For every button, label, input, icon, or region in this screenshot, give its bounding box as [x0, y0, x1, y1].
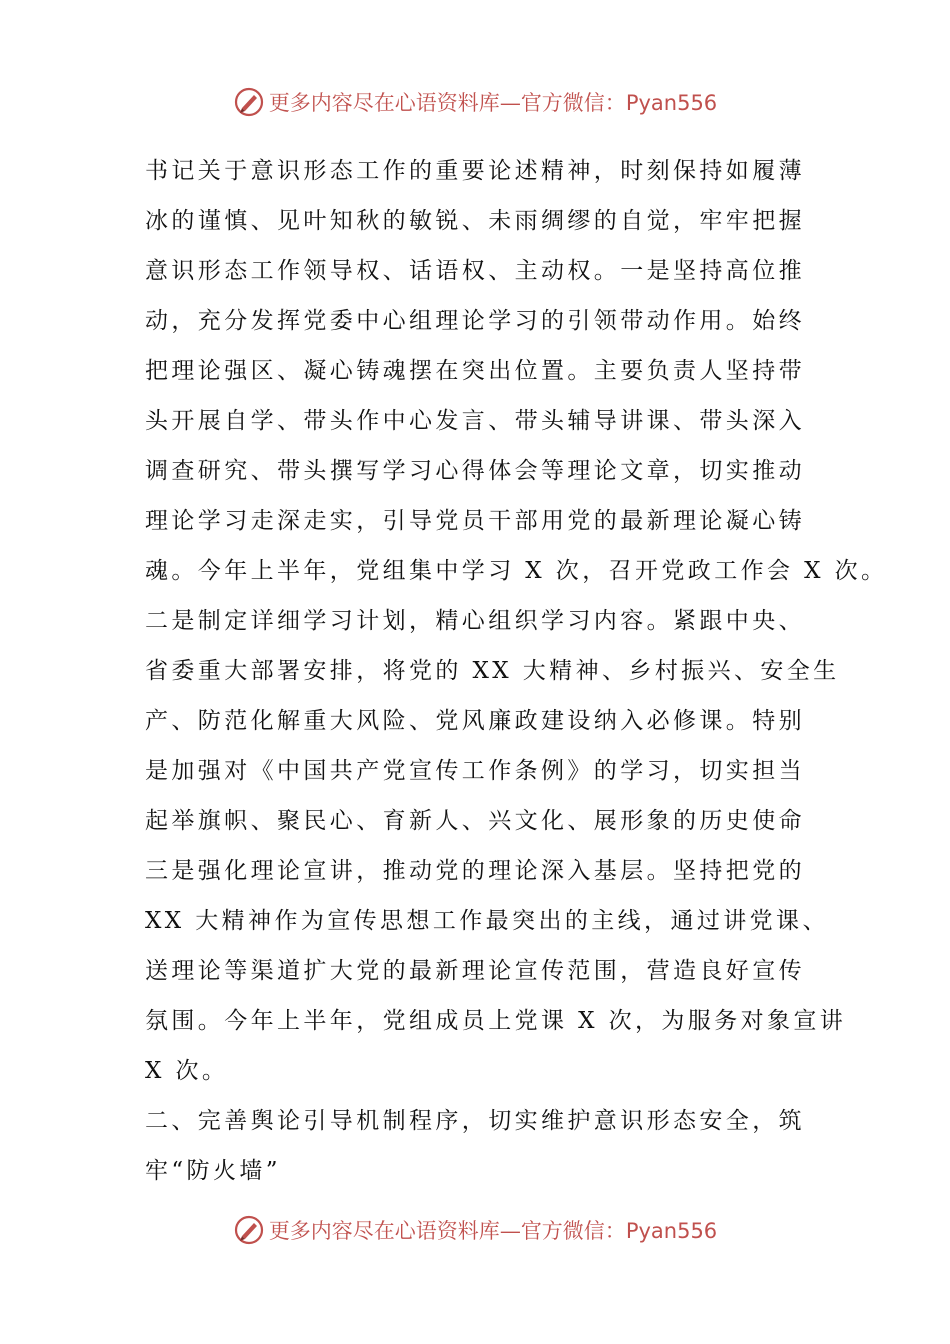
- body-line: 头开展自学、带头作中心发言、带头辅导讲课、带头深入: [145, 408, 805, 434]
- watermark-header: [0, 82, 950, 122]
- body-line: XX 大精神作为宣传思想工作最突出的主线，通过讲党课、: [145, 908, 829, 934]
- watermark-wechat-id: Pyan556: [625, 91, 718, 115]
- body-line: 省委重大部署安排，将党的 XX 大精神、乡村振兴、安全生: [145, 658, 840, 684]
- watermark-text: [269, 1215, 717, 1245]
- watermark-wechat-id: Pyan556: [625, 1219, 718, 1243]
- watermark-dash: —: [499, 91, 521, 115]
- body-line: 是加强对《中国共产党宣传工作条例》的学习，切实担当: [145, 758, 805, 784]
- section-heading: 二、完善舆论引导机制程序，切实维护意识形态安全，筑: [145, 1108, 805, 1134]
- body-line: 送理论等渠道扩大党的最新理论宣传范围，营造良好宣传: [145, 958, 805, 984]
- watermark-text: [269, 87, 717, 117]
- document-body: [145, 146, 888, 1196]
- watermark-wechat-label: 官方微信：: [520, 91, 626, 115]
- body-line: 理论学习走深走实，引导党员干部用党的最新理论凝心铸: [145, 508, 805, 534]
- body-line: 冰的谨慎、见叶知秋的敏锐、未雨绸缪的自觉，牢牢把握: [145, 208, 805, 234]
- body-line: 意识形态工作领导权、话语权、主动权。一是坚持高位推: [145, 258, 805, 284]
- body-line: 动，充分发挥党委中心组理论学习的引领带动作用。始终: [145, 308, 805, 334]
- pen-logo-icon: [233, 1214, 265, 1246]
- watermark-footer: [0, 1210, 950, 1250]
- body-line: 氛围。今年上半年，党组成员上党课 X 次，为服务对象宣讲: [145, 1008, 847, 1034]
- watermark-brand: 更多内容尽在心语资料库: [268, 91, 500, 115]
- watermark-dash: —: [499, 1219, 521, 1243]
- body-line: 起举旗帜、聚民心、育新人、兴文化、展形象的历史使命: [145, 808, 805, 834]
- watermark-brand: 更多内容尽在心语资料库: [268, 1219, 500, 1243]
- body-line: X 次。: [145, 1058, 229, 1084]
- body-line: 三是强化理论宣讲，推动党的理论深入基层。坚持把党的: [145, 858, 805, 884]
- watermark-wechat-label: 官方微信：: [520, 1219, 626, 1243]
- body-line: 二是制定详细学习计划，精心组织学习内容。紧跟中央、: [145, 608, 805, 634]
- body-line: 产、防范化解重大风险、党风廉政建设纳入必修课。特别: [145, 708, 805, 734]
- pen-logo-icon: [233, 86, 265, 118]
- body-line: 魂。今年上半年，党组集中学习 X 次，召开党政工作会 X 次。: [145, 558, 888, 584]
- body-line: 书记关于意识形态工作的重要论述精神，时刻保持如履薄: [145, 158, 805, 184]
- body-line: 把理论强区、凝心铸魂摆在突出位置。主要负责人坚持带: [145, 358, 805, 384]
- body-line: 调查研究、带头撰写学习心得体会等理论文章，切实推动: [145, 458, 805, 484]
- section-heading: 牢“防火墙”: [145, 1158, 281, 1184]
